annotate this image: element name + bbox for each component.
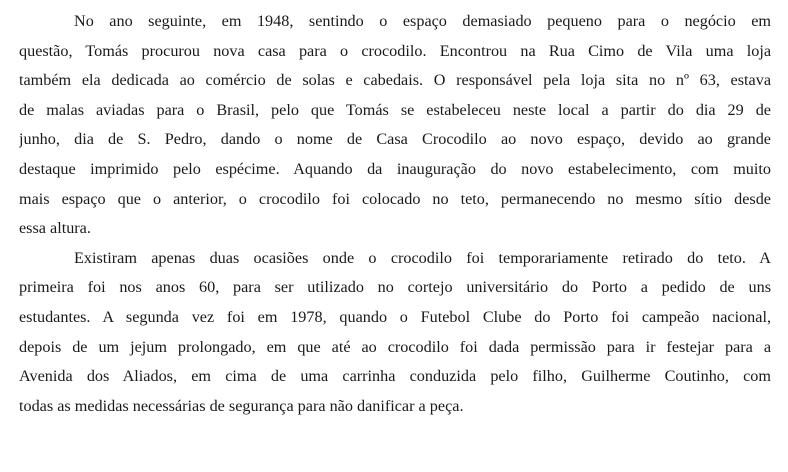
text-line: estudantes. A segunda vez foi em 1978, quando o Futebol Clube do Porto foi campeão nacional, (19, 307, 771, 326)
text-line: questão, Tomás procurou nova casa para o crocodilo. Encontrou na Rua Cimo de Vila uma loja (19, 41, 771, 60)
text-line: destaque imprimido pelo espécime. Aquando da inauguração do novo estabelecimento, com muito (19, 159, 771, 178)
text-line: Existiram apenas duas ocasiões onde o crocodilo foi temporariamente retirado do teto. A (74, 248, 771, 267)
text-line: primeira foi nos anos 60, para ser utilizado no cortejo universitário do Porto a pedido de uns (19, 278, 771, 297)
text-line: mais espaço que o anterior, o crocodilo foi colocado no teto, permanecendo no mesmo sítio desde (19, 189, 771, 208)
text-line: No ano seguinte, em 1948, sentindo o espaço demasiado pequeno para o negócio em (74, 12, 771, 30)
text-line: essa altura. (19, 219, 91, 238)
document-page (19, 7, 771, 421)
text-line: junho, dia de S. Pedro, dando o nome de Casa Crocodilo ao novo espaço, devido ao grande (19, 130, 771, 149)
text-line: de malas aviadas para o Brasil, pelo que Tomás se estabeleceu neste local a partir do dia 29 de (19, 100, 771, 119)
paragraph-2 (19, 244, 771, 422)
text-line: também ela dedicada ao comércio de solas e cabedais. O responsável pela loja sita no nº 63, estava (19, 71, 771, 90)
paragraph-1 (19, 7, 771, 244)
text-line: Avenida dos Aliados, em cima de uma carrinha conduzida pelo filho, Guilherme Coutinho, com (19, 367, 771, 386)
text-line: todas as medidas necessárias de segurança para não danificar a peça. (19, 396, 464, 415)
text-line: depois de um jejum prolongado, em que até ao crocodilo foi dada permissão para ir festejar para a (19, 337, 771, 356)
